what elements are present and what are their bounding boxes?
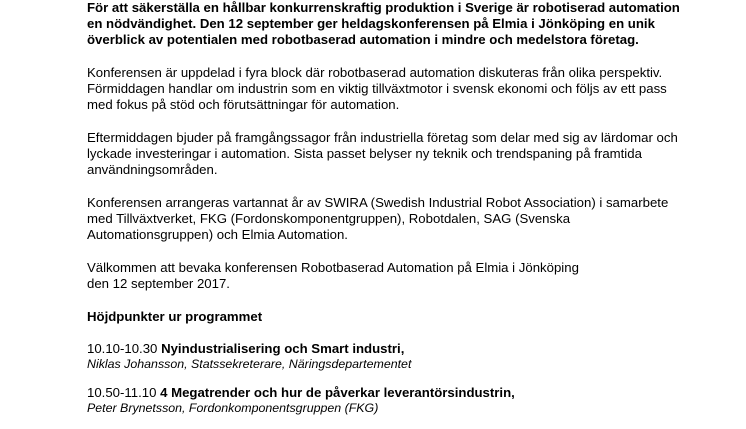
body-paragraph-3: Konferensen arrangeras vartannat år av SWIRA (Swedish Industrial Robot Association) i samarbete med Tillväxtverket, FKG (Fordonskomponentgruppen), Robotdalen, SAG (Svenska Automationsgruppen) och Elmia Automation. xyxy=(87,195,669,242)
lead-paragraph: För att säkerställa en hållbar konkurrenskraftig produktion i Sverige är robotiserad automation en nödvändighet. Den 12 september ger heldagskonferensen på Elmia i Jönköping en unik överblick av potentialen med robotbaserad automation i mindre och medelstora företag. xyxy=(87,0,680,47)
program-item-time: 10.10-10.30 xyxy=(87,341,158,356)
program-item xyxy=(87,385,687,415)
program-item-speaker: Peter Brynetsson, Fordonkomponentsgruppen (FKG) xyxy=(87,401,379,415)
body-paragraph-2: Eftermiddagen bjuder på framgångssagor från industriella företag som delar med sig av lärdomar och lyckade investeringar i automation. Sista passet belyser ny teknik och trendspaning på framtida användningsområden. xyxy=(87,130,678,177)
program-item-title: Nyindustrialisering och Smart industri, xyxy=(161,341,405,356)
program-item-title: 4 Megatrender och hur de påverkar leverantörsindustrin, xyxy=(160,385,515,400)
welcome-line-2: den 12 september 2017. xyxy=(87,276,230,291)
program-item-time: 10.50-11.10 xyxy=(87,385,157,400)
program-heading: Höjdpunkter ur programmet xyxy=(87,309,263,324)
press-release-body xyxy=(87,0,687,429)
program-item xyxy=(87,341,687,371)
welcome-paragraph xyxy=(87,260,687,292)
program-item-speaker: Niklas Johansson, Statssekreterare, Näringsdepartementet xyxy=(87,357,412,371)
welcome-line-1: Välkommen att bevaka konferensen Robotbaserad Automation på Elmia i Jönköping xyxy=(87,260,579,275)
program-item-line xyxy=(87,385,687,401)
program-item-line xyxy=(87,341,687,357)
body-paragraph-1: Konferensen är uppdelad i fyra block där robotbaserad automation diskuteras från olika perspektiv. Förmiddagen handlar om industrin som en viktig tillväxtmotor i svensk ekonomi och följs av ett pass med fokus på stöd och förutsättningar för automation. xyxy=(87,65,667,112)
